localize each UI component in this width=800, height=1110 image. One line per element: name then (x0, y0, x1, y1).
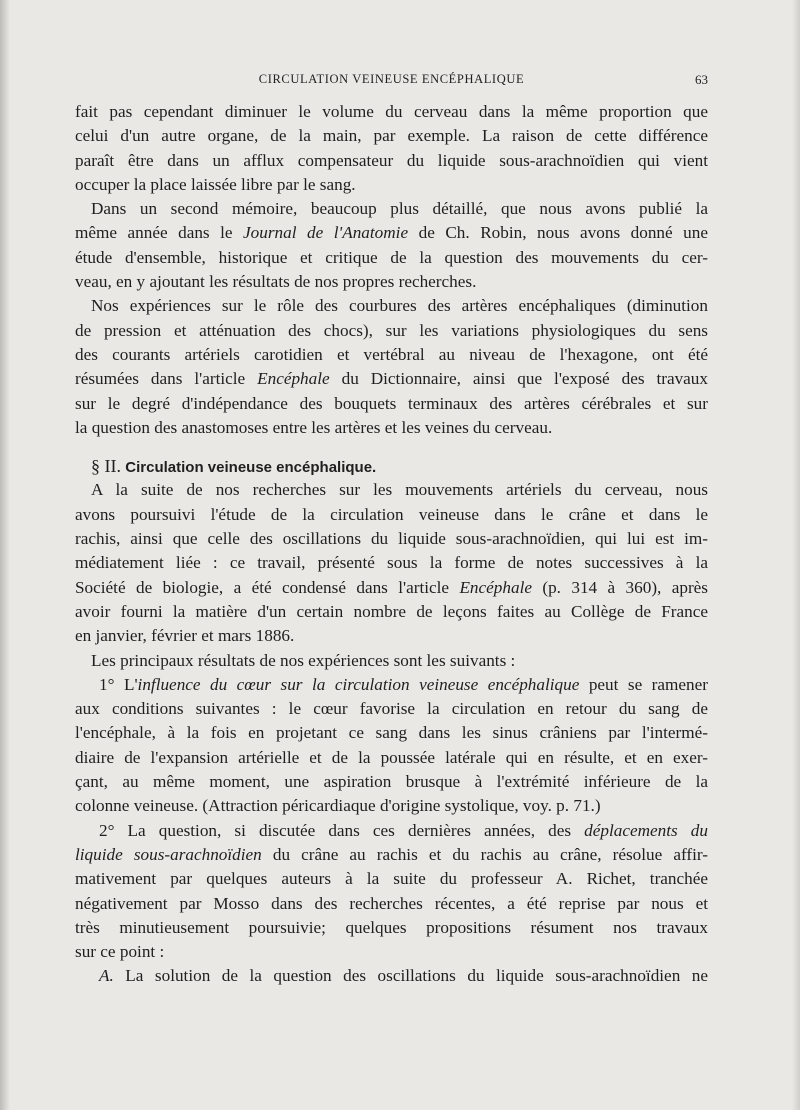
text-line: étude d'ensemble, historique et critique de la question des mouvements du cer- (75, 247, 708, 267)
text-line: 2° La question, si discutée dans ces dernières années, des déplacements du (99, 820, 708, 840)
text-line: 1° L'influence du cœur sur la circulation veineuse encéphalique peut se ramener (99, 674, 708, 694)
text-line: liquide sous-arachnoïdien du crâne au rachis et du rachis au crâne, résolue affir- (75, 844, 708, 864)
text-line: diaire de l'expansion artérielle et de la poussée latérale qui en résulte, et en exer- (75, 747, 708, 767)
italic-title: Encéphale (459, 577, 532, 597)
text-line: aux conditions suivantes : le cœur favorise la circulation en retour du sang de (75, 699, 708, 719)
text-line: en janvier, février et mars 1886. (75, 626, 295, 646)
text-line: fait pas cependant diminuer le volume du cerveau dans la même proportion que (75, 102, 708, 121)
text-line: sur ce point : (75, 942, 165, 962)
text-line: avoir fourni la matière d'un certain nombre de leçons faites au Collège de France (75, 601, 708, 621)
text-line: très minutieusement poursuivie; quelques propositions résument nos travaux (75, 917, 708, 937)
text-line: Dans un second mémoire, beaucoup plus détaillé, que nous avons publié la (91, 199, 708, 219)
text-line: Les principaux résultats de nos expériences sont les suivants : (91, 650, 516, 670)
italic-letter: A. (99, 966, 114, 986)
text-line: la question des anastomoses entre les artères et les veines du cerveau. (75, 417, 553, 437)
text-line: celui d'un autre organe, de la main, par exemple. La raison de cette différence (75, 126, 708, 146)
italic-phrase: influence du cœur sur la circulation veineuse encéphalique (137, 674, 580, 694)
text-line: médiatement liée : ce travail, présenté sous la forme de notes successives à la (75, 553, 708, 573)
page-header (75, 70, 708, 92)
text-line: çant, au même moment, une aspiration brusque à l'extrémité inférieure de la (75, 772, 708, 792)
italic-title: Encéphale (257, 369, 330, 389)
text-line: sur le degré d'indépendance des bouquets terminaux des artères cérébrales et sur (75, 393, 708, 413)
running-head: CIRCULATION VEINEUSE ENCÉPHALIQUE (258, 72, 525, 86)
text-line: l'encéphale, à la fois en projetant ce sang dans les sinus crâniens par l'intermé- (75, 723, 708, 743)
text-line: paraît être dans un afflux compensateur du liquide sous-arachnoïdien qui vient (75, 150, 708, 170)
text-line: des courants artériels carotidien et vertébral au niveau de l'hexagone, ont été (75, 344, 708, 364)
text-line: A la suite de nos recherches sur les mouvements artériels du cerveau, nous (91, 480, 708, 500)
italic-phrase: liquide sous-arachnoïdien (75, 844, 262, 864)
page-gutter-shadow (0, 0, 10, 1110)
text-line: négativement par Mosso dans des recherches récentes, a été reprise par nous et (75, 893, 708, 913)
section-number: § II. (91, 456, 121, 477)
page-body (75, 100, 708, 989)
italic-phrase: déplacements du (584, 820, 708, 840)
text-line: rachis, ainsi que celle des oscillations du liquide sous-arachnoïdien, qui lui est im- (75, 529, 708, 549)
page-edge-shadow (792, 0, 800, 1110)
text-line: Nos expériences sur le rôle des courbures des artères encéphaliques (diminution (91, 296, 708, 316)
text-line: même année dans le Journal de l'Anatomie de Ch. Robin, nous avons donné une (75, 223, 708, 243)
italic-title: Journal de l'Anatomie (243, 223, 409, 243)
text-line: mativement par quelques auteurs à la suite du professeur A. Richet, tranchée (75, 869, 708, 889)
text-line: avons poursuivi l'étude de la circulation veineuse dans le crâne et dans le (75, 504, 708, 524)
text-line: Société de biologie, a été condensé dans l'article Encéphale (p. 314 à 360), après (75, 577, 708, 597)
section-heading (75, 454, 708, 478)
page-number: 63 (695, 72, 708, 87)
text-line: A. La solution de la question des oscillations du liquide sous-arachnoïdien ne (99, 966, 708, 986)
section-title: Circulation veineuse encéphalique. (125, 459, 377, 477)
text-line: occuper la place laissée libre par le sang. (75, 174, 356, 194)
text-line: résumées dans l'article Encéphale du Dictionnaire, ainsi que l'exposé des travaux (75, 369, 708, 389)
text-line: de pression et atténuation des chocs), sur les variations physiologiques du sens (75, 320, 708, 340)
text-line: veau, en y ajoutant les résultats de nos propres recherches. (75, 272, 477, 292)
text-line: colonne veineuse. (Attraction péricardiaque d'origine systolique, voy. p. 71.) (75, 796, 601, 816)
